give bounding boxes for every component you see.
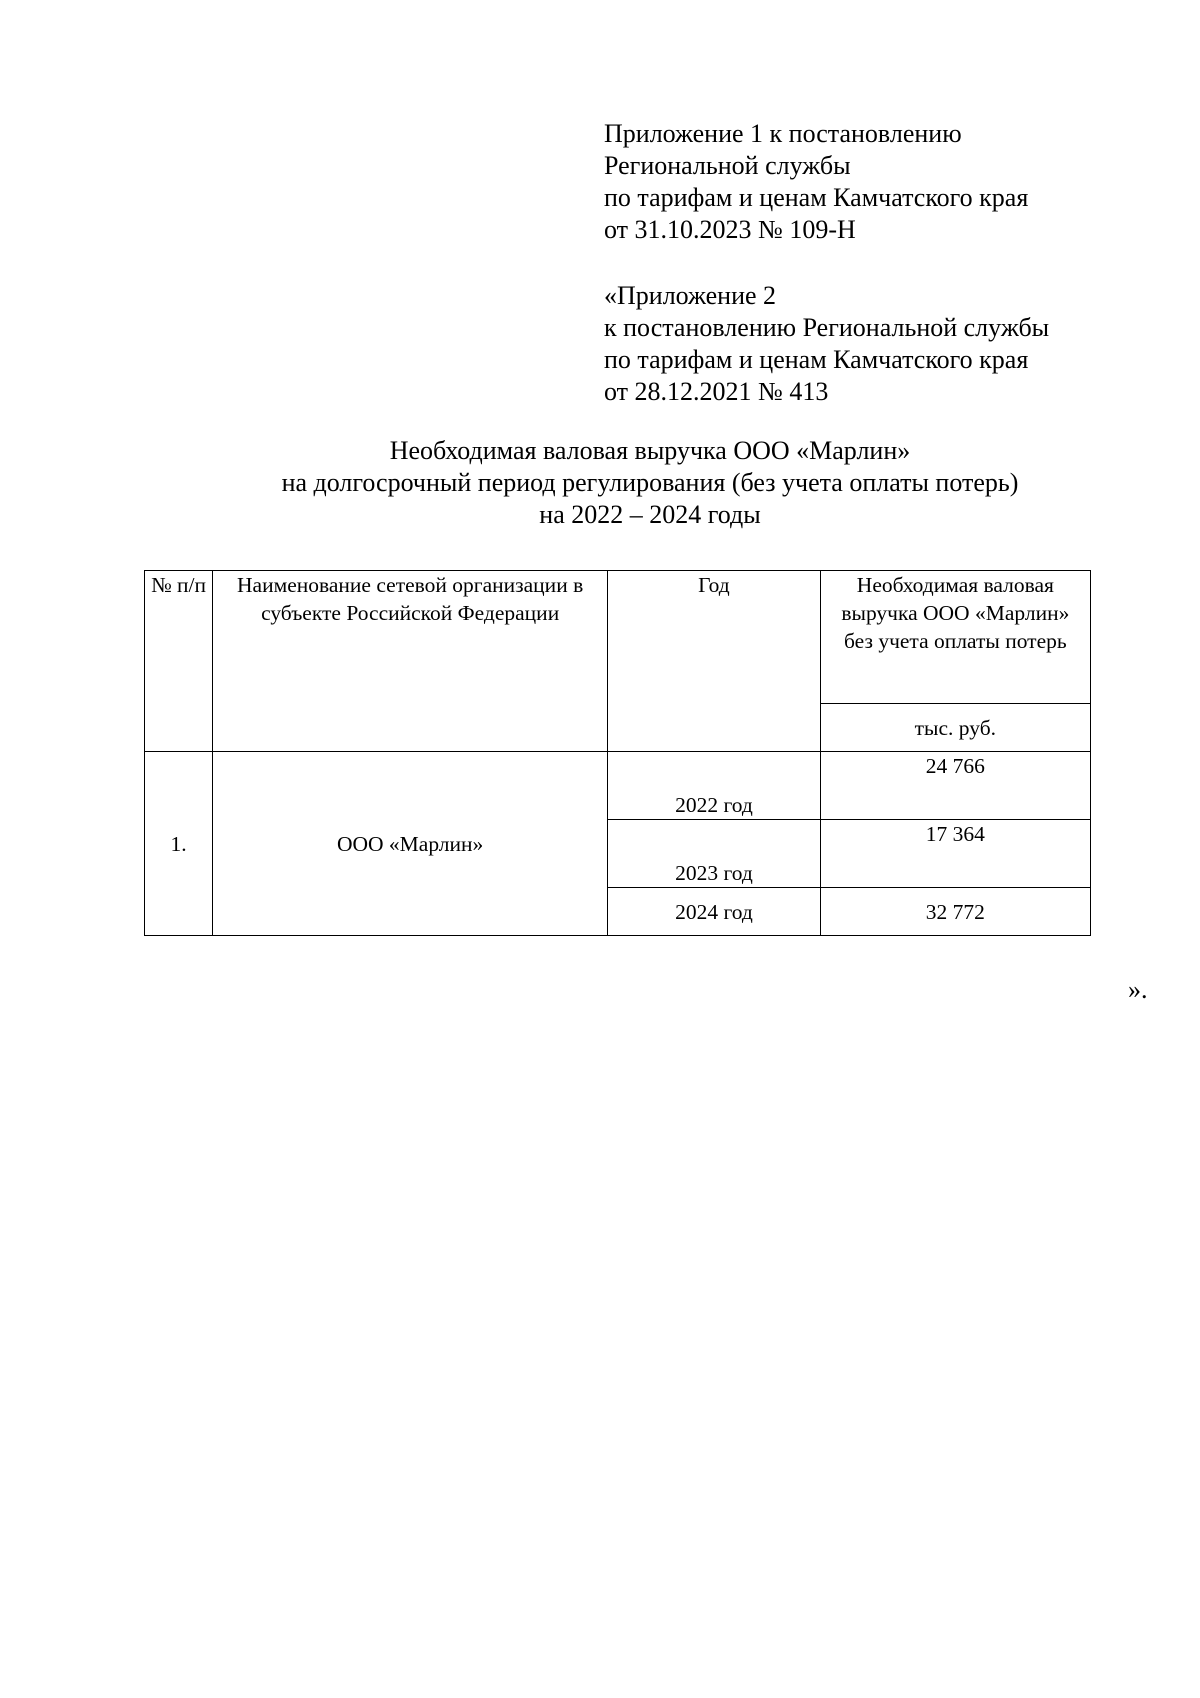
header-number: № п/п xyxy=(145,571,213,752)
row-number: 1. xyxy=(145,752,213,936)
appendix-2-line: по тарифам и ценам Камчатского края xyxy=(604,345,1029,374)
row-revenue-value: 17 364 xyxy=(820,820,1090,888)
header-unit: тыс. руб. xyxy=(820,704,1090,752)
appendix-1-line: по тарифам и ценам Камчатского края xyxy=(604,183,1029,212)
row-organization-name: ООО «Марлин» xyxy=(213,752,608,936)
title-line: Необходимая валовая выручка ООО «Марлин» xyxy=(389,436,911,465)
row-year: 2024 год xyxy=(608,888,821,936)
appendix-1-line: от 31.10.2023 № 109-Н xyxy=(604,215,856,244)
document-title xyxy=(0,435,1200,531)
appendix-2-line: к постановлению Региональной службы xyxy=(604,313,1050,342)
closing-quote-mark: ». xyxy=(1128,975,1148,1004)
appendix-1-line: Региональной службы xyxy=(604,151,851,180)
table-header-row xyxy=(145,571,1091,704)
appendix-2-line: «Приложение 2 xyxy=(604,281,777,310)
header-organization-name: Наименование сетевой организации в субъекте Российской Федерации xyxy=(213,571,608,752)
row-year: 2022 год xyxy=(608,752,821,820)
row-revenue-value: 24 766 xyxy=(820,752,1090,820)
appendix-1-line: Приложение 1 к постановлению xyxy=(604,119,962,148)
table-row xyxy=(145,752,1091,820)
appendix-2-header xyxy=(604,280,1049,408)
appendix-2-line: от 28.12.2021 № 413 xyxy=(604,377,829,406)
revenue-table xyxy=(144,570,1091,936)
title-line: на долгосрочный период регулирования (без учета оплаты потерь) xyxy=(281,468,1019,497)
row-year: 2023 год xyxy=(608,820,821,888)
header-year: Год xyxy=(608,571,821,752)
row-revenue-value: 32 772 xyxy=(820,888,1090,936)
title-line: на 2022 – 2024 годы xyxy=(539,500,761,529)
header-required-revenue: Необходимая валовая выручка ООО «Марлин» без учета оплаты потерь xyxy=(820,571,1090,704)
appendix-1-header xyxy=(604,118,1028,246)
